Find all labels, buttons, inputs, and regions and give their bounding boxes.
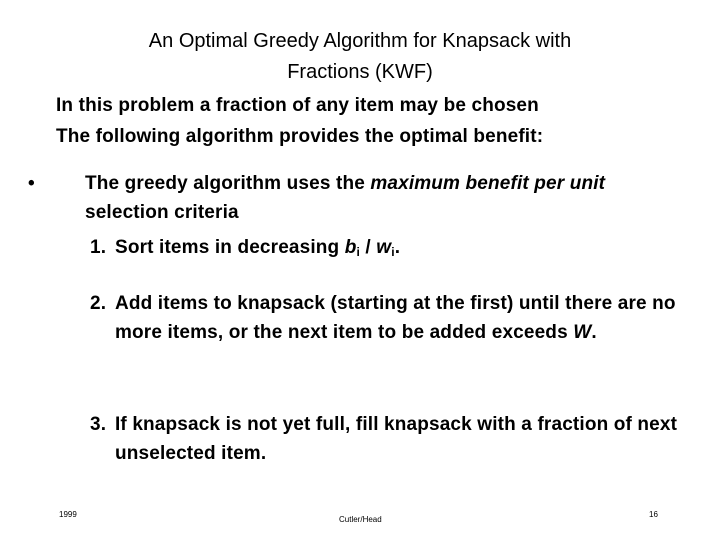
step-1-text bbox=[115, 233, 400, 262]
bullet-text-part-2: selection criteria bbox=[85, 202, 239, 223]
step-2-text bbox=[115, 289, 690, 347]
bullet-text-part-1: The greedy algorithm uses the bbox=[85, 173, 371, 194]
footer-author: Cutler/Head bbox=[339, 515, 382, 524]
step-2-end: . bbox=[591, 322, 597, 343]
bullet-dot-icon: • bbox=[28, 173, 35, 194]
bullet-text bbox=[85, 169, 685, 227]
intro-text bbox=[56, 90, 543, 152]
step-1-end: . bbox=[394, 237, 401, 258]
slide-title-line-2: Fractions (KWF) bbox=[287, 61, 433, 83]
intro-line-2: The following algorithm provides the optimal benefit: bbox=[56, 126, 544, 147]
footer-year: 1999 bbox=[59, 510, 77, 519]
step-1-slash: / bbox=[359, 237, 377, 258]
step-1-var-b: b bbox=[344, 237, 357, 258]
step-2-text-before: Add items to knapsack (starting at the first) until there are no more items, or the next item to be added exceeds bbox=[115, 293, 676, 343]
footer-page-number: 16 bbox=[649, 510, 658, 519]
step-2-var-W: W bbox=[573, 322, 592, 343]
step-2-number: 2. bbox=[90, 293, 107, 314]
slide-title-line-1: An Optimal Greedy Algorithm for Knapsack with bbox=[148, 30, 572, 52]
step-1-number: 1. bbox=[90, 237, 107, 258]
bullet-text-italic: maximum benefit per unit bbox=[370, 173, 606, 194]
step-1-text-before: Sort items in decreasing bbox=[115, 237, 345, 258]
slide-title bbox=[60, 26, 660, 88]
step-1-var-w: w bbox=[376, 237, 392, 258]
step-3-number: 3. bbox=[90, 414, 107, 435]
step-3-text: If knapsack is not yet full, fill knapsack with a fraction of next unselected item. bbox=[115, 414, 678, 464]
step-1-sub-w: i bbox=[391, 245, 395, 259]
intro-line-1: In this problem a fraction of any item may be chosen bbox=[56, 95, 539, 116]
step-1-sub-b: i bbox=[356, 245, 360, 259]
